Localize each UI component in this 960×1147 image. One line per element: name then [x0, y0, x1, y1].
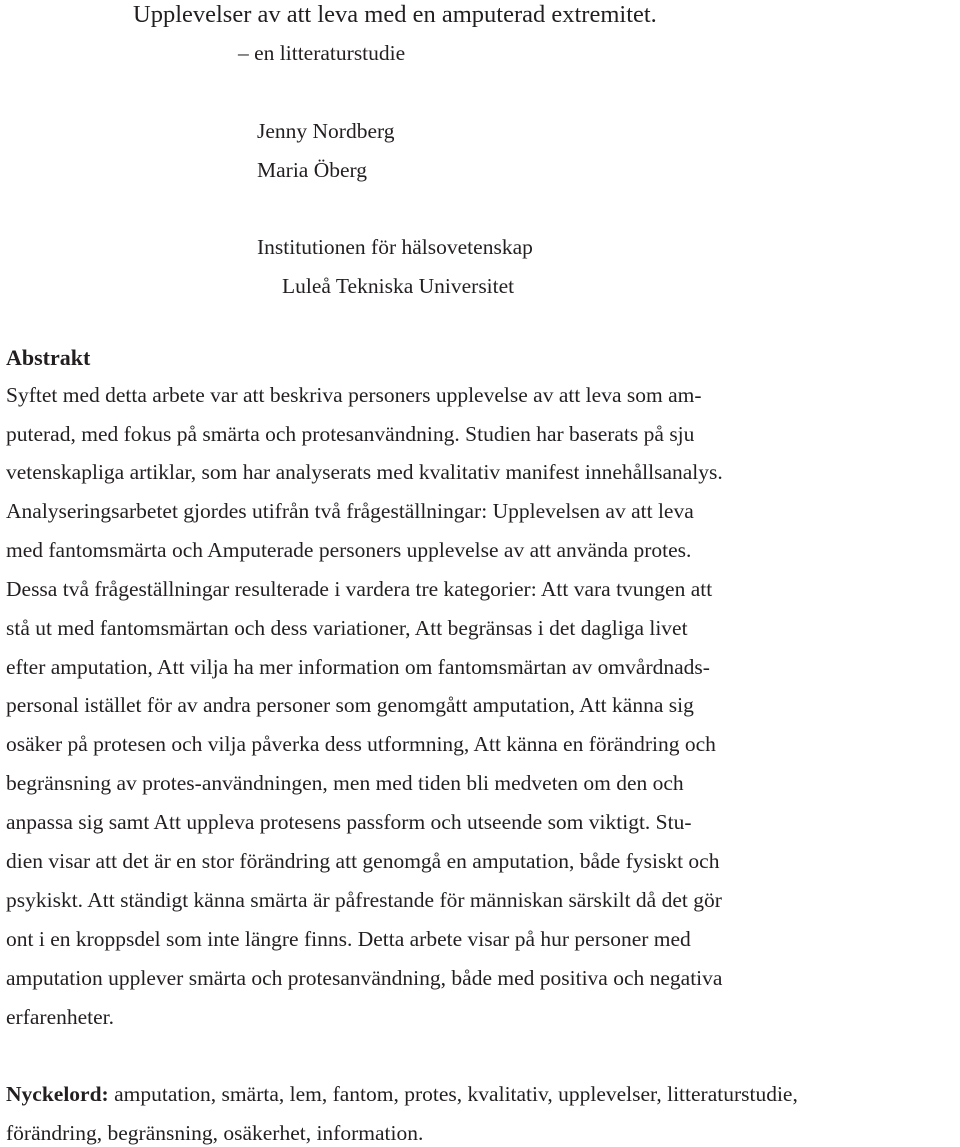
abstract-line: stå ut med fantomsmärtan och dess variationer, Att begränsas i det dagliga livet [6, 616, 688, 640]
abstract-line: Analyseringsarbetet gjordes utifrån två frågeställningar: Upplevelsen av att leva [6, 499, 694, 523]
affiliation-university: Luleå Tekniska Universitet [282, 274, 515, 298]
abstract-line: begränsning av protes-användningen, men med tiden bli medveten om den och [6, 771, 684, 795]
abstract-line: Syftet med detta arbete var att beskriva personers upplevelse av att leva som am- [6, 383, 702, 407]
abstract-line: efter amputation, Att vilja ha mer information om fantomsmärtan av omvårdnads- [6, 655, 710, 679]
abstract-line: personal istället för av andra personer som genomgått amputation, Att känna sig [6, 693, 694, 717]
abstract-line: psykiskt. Att ständigt känna smärta är påfrestande för människan särskilt då det gör [6, 888, 722, 912]
keywords-list: amputation, smärta, lem, fantom, protes, kvalitativ, upplevelser, litteraturstudie, [114, 1082, 798, 1106]
abstract-heading: Abstrakt [6, 345, 91, 370]
document-title: Upplevelser av att leva med en amputerad extremitet. [133, 1, 657, 28]
keywords-line [6, 1081, 798, 1107]
author-name: Jenny Nordberg [257, 119, 395, 143]
keywords-line: förändring, begränsning, osäkerhet, information. [6, 1121, 424, 1145]
author-name: Maria Öberg [257, 158, 368, 182]
abstract-line: ont i en kroppsdel som inte längre finns. Detta arbete visar på hur personer med [6, 927, 691, 951]
abstract-line: dien visar att det är en stor förändring att genomgå en amputation, både fysiskt och [6, 849, 720, 873]
document-subtitle: – en litteraturstudie [238, 41, 406, 65]
abstract-line: osäker på protesen och vilja påverka dess utformning, Att känna en förändring och [6, 732, 716, 756]
abstract-line: erfarenheter. [6, 1005, 115, 1029]
abstract-line: amputation upplever smärta och protesanvändning, både med positiva och negativa [6, 966, 723, 990]
abstract-line: puterad, med fokus på smärta och protesanvändning. Studien har baserats på sju [6, 422, 695, 446]
abstract-line: med fantomsmärta och Amputerade personers upplevelse av att använda protes. [6, 538, 692, 562]
affiliation-department: Institutionen för hälsovetenskap [257, 235, 533, 259]
abstract-line: vetenskapliga artiklar, som har analyserats med kvalitativ manifest innehållsanalys. [6, 460, 723, 484]
abstract-line: Dessa två frågeställningar resulterade i vardera tre kategorier: Att vara tvungen att [6, 577, 713, 601]
keywords-label: Nyckelord: [6, 1082, 109, 1106]
abstract-line: anpassa sig samt Att uppleva protesens passform och utseende som viktigt. Stu- [6, 810, 692, 834]
